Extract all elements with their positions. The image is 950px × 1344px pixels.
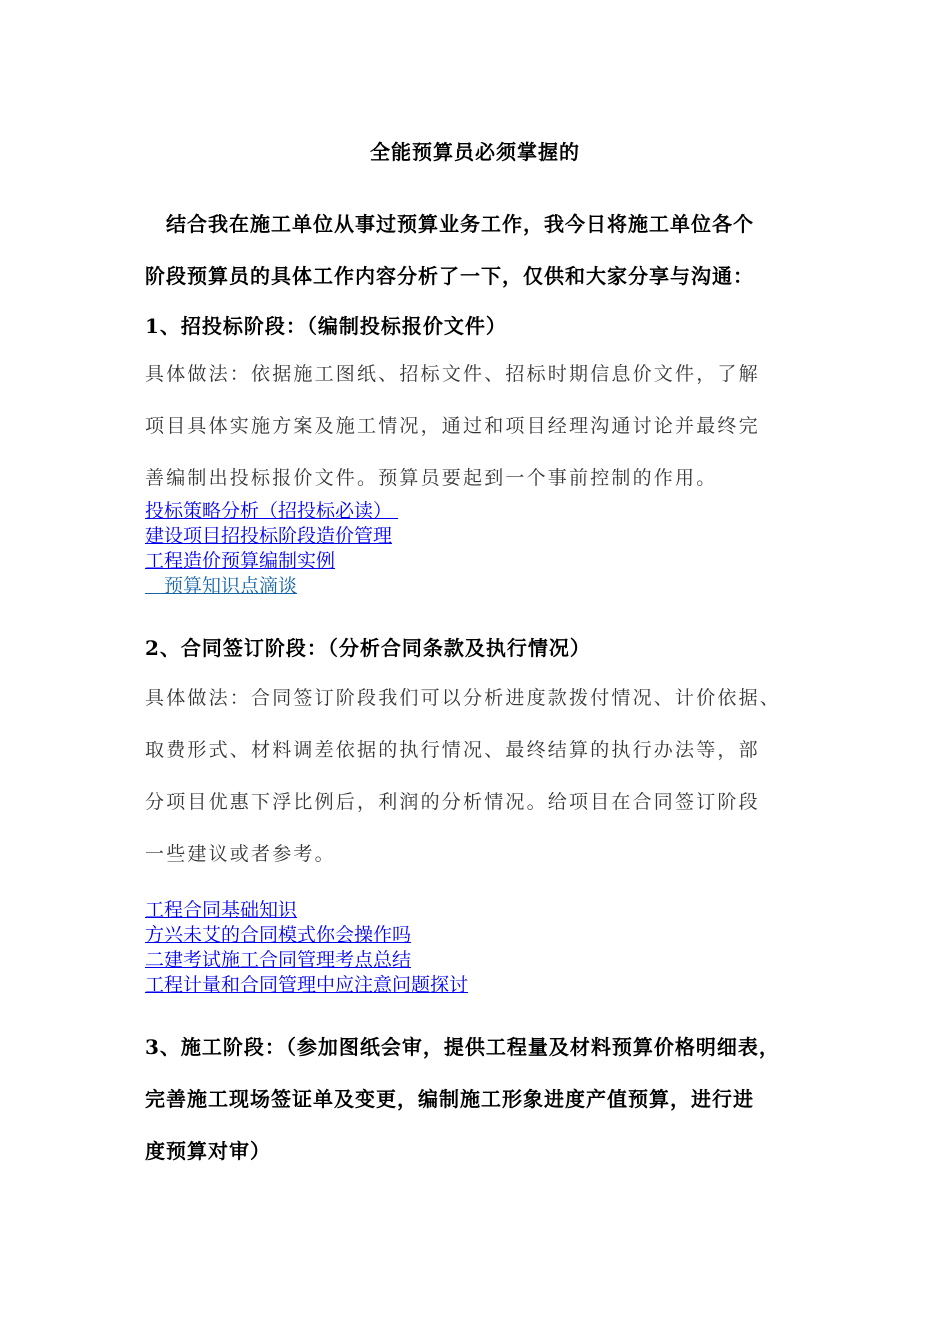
- heading-line: 完善施工现场签证单及变更，编制施工形象进度产值预算，进行进: [145, 1087, 754, 1111]
- body-line: 项目具体实施方案及施工情况，通过和项目经理沟通讨论并最终完: [145, 415, 760, 437]
- body-line: 取费形式、材料调差依据的执行情况、最终结算的执行办法等，部: [145, 739, 760, 761]
- section-1-heading: 1、招投标阶段：（编制投标报价文件）: [145, 314, 507, 338]
- section-2-heading: 2、合同签订阶段：（分析合同条款及执行情况）: [145, 636, 591, 660]
- link-budget-example[interactable]: 工程造价预算编制实例: [145, 550, 336, 572]
- link-contract-basics[interactable]: 工程合同基础知识: [145, 899, 298, 921]
- section-2-links: [145, 898, 645, 998]
- body-line: 分项目优惠下浮比例后，利润的分析情况。给项目在合同签订阶段: [145, 791, 760, 813]
- intro-line: 阶段预算员的具体工作内容分析了一下，仅供和大家分享与沟通：: [145, 264, 754, 288]
- body-line: 具体做法：依据施工图纸、招标文件、招标时期信息价文件，了解: [145, 363, 760, 385]
- section-1-links: [145, 499, 645, 599]
- link-budget-knowledge[interactable]: 预算知识点滴谈: [145, 575, 298, 597]
- section-1-body: [145, 348, 815, 504]
- heading-line: 3、施工阶段：（参加图纸会审，提供工程量及材料预算价格明细表，: [145, 1035, 780, 1059]
- body-line: 具体做法：合同签订阶段我们可以分析进度款拨付情况、计价依据、: [145, 687, 782, 709]
- heading-line: 度预算对审）: [145, 1139, 271, 1163]
- intro-line: 结合我在施工单位从事过预算业务工作，我今日将施工单位各个: [145, 212, 754, 236]
- body-line: 一些建议或者参考。: [145, 843, 336, 865]
- link-exam-contract-summary[interactable]: 二建考试施工合同管理考点总结: [145, 949, 412, 971]
- link-contract-models[interactable]: 方兴未艾的合同模式你会操作吗: [145, 924, 412, 946]
- intro-paragraph: [145, 198, 815, 302]
- section-3-heading: [145, 1021, 815, 1177]
- link-bid-strategy[interactable]: 投标策略分析（招投标必读）: [145, 500, 399, 522]
- document-title: 全能预算员必须掌握的: [370, 140, 580, 164]
- link-bidding-cost-management[interactable]: 建设项目招投标阶段造价管理: [145, 525, 393, 547]
- section-2-body: [145, 672, 815, 880]
- link-measurement-contract-issues[interactable]: 工程计量和合同管理中应注意问题探讨: [145, 974, 469, 996]
- body-line: 善编制出投标报价文件。预算员要起到一个事前控制的作用。: [145, 467, 718, 489]
